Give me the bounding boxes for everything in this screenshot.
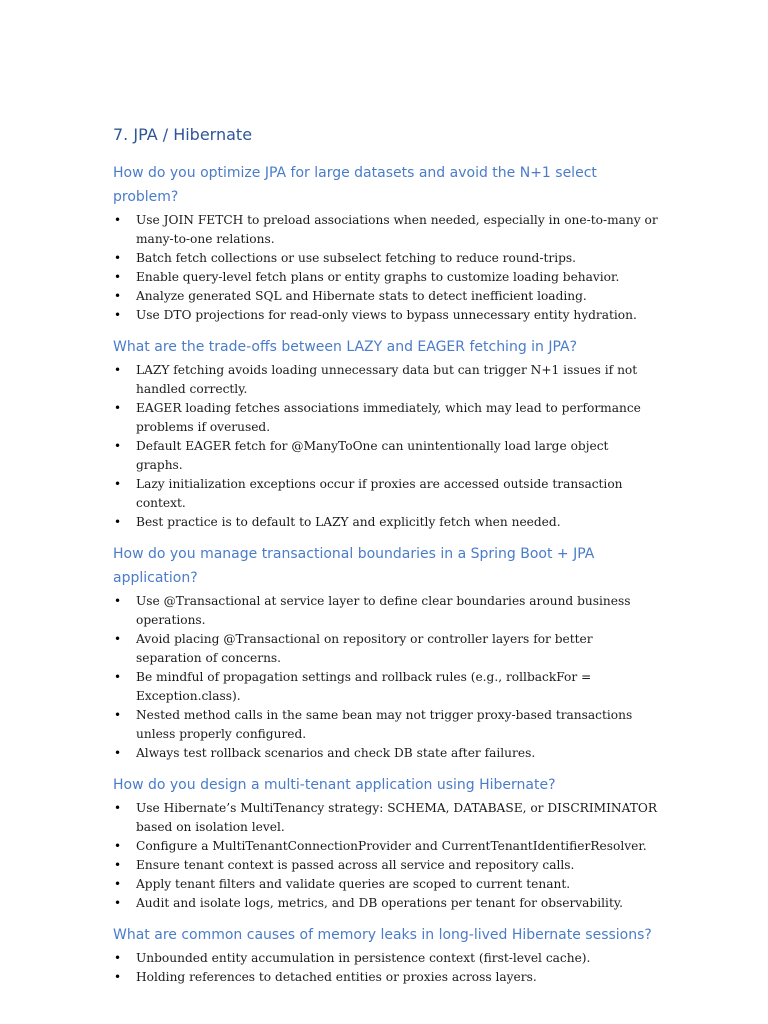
list-item xyxy=(113,744,658,763)
qa-section xyxy=(113,161,658,325)
question-heading: What are the trade-offs between LAZY and EAGER fetching in JPA? xyxy=(113,339,578,355)
list-item xyxy=(113,799,658,837)
list-item-text: EAGER loading fetches associations immediately, which may lead to performance problems if overused. xyxy=(136,401,641,434)
list-item xyxy=(113,706,658,744)
list-item xyxy=(113,949,658,968)
list-item-text: Best practice is to default to LAZY and explicitly fetch when needed. xyxy=(136,515,561,529)
list-item-text: Default EAGER fetch for @ManyToOne can unintentionally load large object graphs. xyxy=(136,439,609,472)
list-item-text: Use JOIN FETCH to preload associations when needed, especially in one-to-many or many-to-one relations. xyxy=(136,213,658,246)
qa-section xyxy=(113,923,658,987)
bullet-icon: • xyxy=(114,896,122,910)
list-item-text: Analyze generated SQL and Hibernate stats to detect inefficient loading. xyxy=(136,289,587,303)
list-item xyxy=(113,437,658,475)
question-heading: How do you manage transactional boundaries in a Spring Boot + JPA application? xyxy=(113,546,595,586)
section-heading: 7. JPA / Hibernate xyxy=(113,125,253,144)
list-item-text: Be mindful of propagation settings and rollback rules (e.g., rollbackFor = Exception.class). xyxy=(136,670,592,703)
list-item-text: Nested method calls in the same bean may not trigger proxy-based transactions unless properly configured. xyxy=(136,708,633,741)
bullet-icon: • xyxy=(114,515,122,529)
bullet-icon: • xyxy=(114,746,122,760)
list-item-text: Batch fetch collections or use subselect fetching to reduce round-trips. xyxy=(136,251,577,265)
bullet-icon: • xyxy=(114,363,122,377)
bullet-icon: • xyxy=(114,477,122,491)
list-item-text: Avoid placing @Transactional on repository or controller layers for better separation of concerns. xyxy=(136,632,593,665)
qa-section xyxy=(113,542,658,763)
list-item xyxy=(113,475,658,513)
bullet-icon: • xyxy=(114,670,122,684)
list-item-text: Always test rollback scenarios and check DB state after failures. xyxy=(136,746,536,760)
bullet-icon: • xyxy=(114,951,122,965)
list-item xyxy=(113,592,658,630)
list-item-text: Holding references to detached entities or proxies across layers. xyxy=(136,970,537,984)
bullet-icon: • xyxy=(114,401,122,415)
bullet-icon: • xyxy=(114,213,122,227)
bullet-icon: • xyxy=(114,801,122,815)
bullet-icon: • xyxy=(114,839,122,853)
answer-list xyxy=(113,361,658,532)
bullet-icon: • xyxy=(114,270,122,284)
list-item-text: Use DTO projections for read-only views to bypass unnecessary entity hydration. xyxy=(136,308,637,322)
qa-section xyxy=(113,773,658,913)
list-item-text: LAZY fetching avoids loading unnecessary data but can trigger N+1 issues if not handled correctly. xyxy=(136,363,638,396)
list-item-text: Lazy initialization exceptions occur if proxies are accessed outside transaction context. xyxy=(136,477,623,510)
list-item-text: Apply tenant filters and validate queries are scoped to current tenant. xyxy=(136,877,571,891)
list-item-text: Configure a MultiTenantConnectionProvider and CurrentTenantIdentifierResolver. xyxy=(136,839,647,853)
answer-list xyxy=(113,799,658,913)
bullet-icon: • xyxy=(114,708,122,722)
list-item xyxy=(113,894,658,913)
answer-list xyxy=(113,592,658,763)
list-item xyxy=(113,306,658,325)
bullet-icon: • xyxy=(114,308,122,322)
list-item xyxy=(113,399,658,437)
bullet-icon: • xyxy=(114,289,122,303)
bullet-icon: • xyxy=(114,970,122,984)
question-heading: How do you optimize JPA for large datasets and avoid the N+1 select problem? xyxy=(113,165,597,205)
list-item-text: Ensure tenant context is passed across all service and repository calls. xyxy=(136,858,575,872)
list-item xyxy=(113,968,658,987)
list-item xyxy=(113,287,658,306)
list-item-text: Audit and isolate logs, metrics, and DB operations per tenant for observability. xyxy=(136,896,623,910)
list-item xyxy=(113,668,658,706)
question-heading: How do you design a multi-tenant application using Hibernate? xyxy=(113,777,556,793)
list-item xyxy=(113,513,658,532)
question-heading: What are common causes of memory leaks in long-lived Hibernate sessions? xyxy=(113,927,652,943)
list-item xyxy=(113,249,658,268)
list-item-text: Use Hibernate’s MultiTenancy strategy: SCHEMA, DATABASE, or DISCRIMINATOR based on isolation level. xyxy=(136,801,658,834)
list-item xyxy=(113,856,658,875)
list-item xyxy=(113,361,658,399)
list-item xyxy=(113,211,658,249)
list-item-text: Use @Transactional at service layer to define clear boundaries around business operations. xyxy=(136,594,631,627)
bullet-icon: • xyxy=(114,877,122,891)
list-item xyxy=(113,837,658,856)
list-item-text: Unbounded entity accumulation in persistence context (first-level cache). xyxy=(136,951,591,965)
list-item-text: Enable query-level fetch plans or entity graphs to customize loading behavior. xyxy=(136,270,620,284)
bullet-icon: • xyxy=(114,632,122,646)
document-body xyxy=(113,124,658,997)
bullet-icon: • xyxy=(114,594,122,608)
list-item xyxy=(113,875,658,894)
list-item xyxy=(113,630,658,668)
bullet-icon: • xyxy=(114,251,122,265)
list-item xyxy=(113,268,658,287)
bullet-icon: • xyxy=(114,858,122,872)
answer-list xyxy=(113,211,658,325)
bullet-icon: • xyxy=(114,439,122,453)
answer-list xyxy=(113,949,658,987)
qa-section xyxy=(113,335,658,532)
